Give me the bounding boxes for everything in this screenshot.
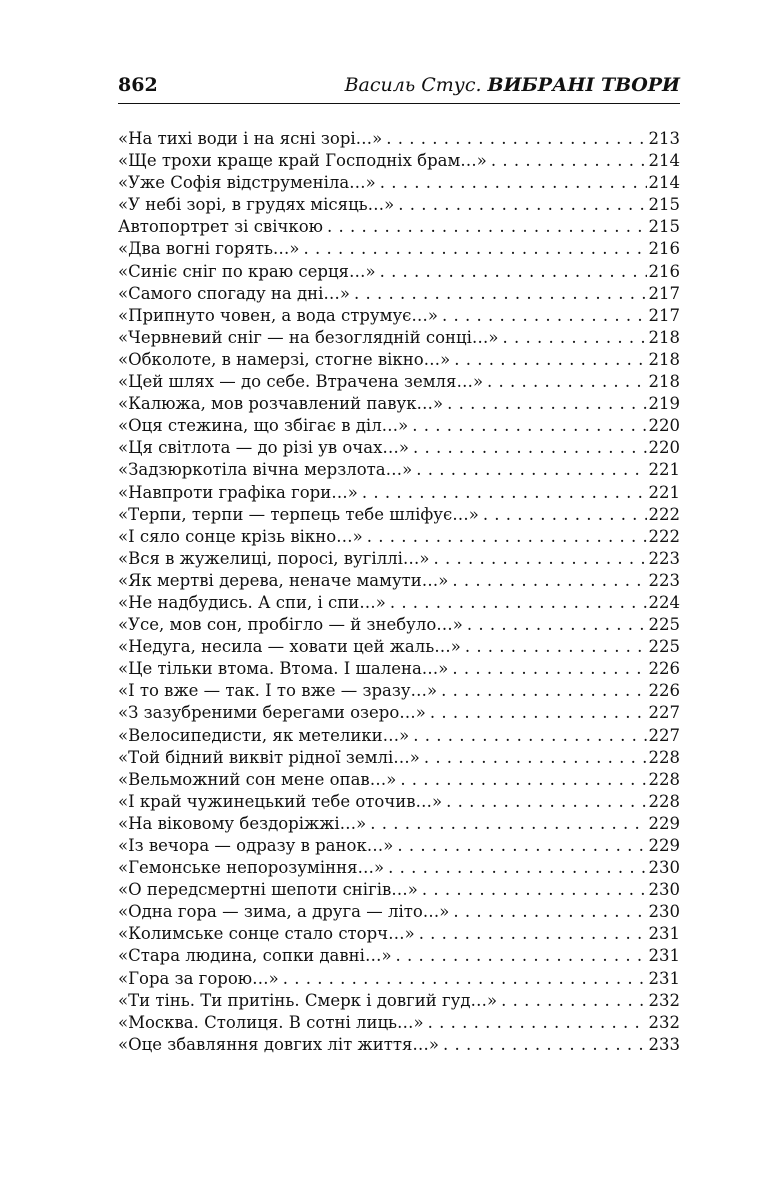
dot-leader (442, 305, 646, 327)
dot-leader (380, 172, 647, 194)
dot-leader (397, 835, 646, 857)
toc-entry-title: «І край чужинецький тебе оточив…» (118, 791, 443, 811)
toc-entry (118, 813, 680, 835)
toc-entry-title: «Уже Софія відструменіла…» (118, 173, 376, 193)
toc-entry (118, 128, 680, 150)
toc-entry-page-number: 231 (648, 924, 680, 944)
toc-entry (118, 570, 680, 592)
dot-leader (413, 437, 647, 459)
dot-leader (422, 879, 647, 901)
running-title (345, 74, 680, 96)
toc-entry-title: «Гемонське непорозуміння…» (118, 858, 385, 878)
toc-entry (118, 857, 680, 879)
toc-entry (118, 194, 680, 216)
toc-entry-page-number: 219 (648, 394, 680, 414)
toc-entry-title: «Той бідний виквіт рідної землі…» (118, 747, 420, 767)
toc-entry-page-number: 232 (648, 990, 680, 1010)
toc-entry-page-number: 218 (648, 349, 680, 369)
dot-leader (487, 371, 646, 393)
toc-entry (118, 415, 680, 437)
toc-entry-title: «Вся в жужелиці, поросі, вугіллі…» (118, 548, 430, 568)
toc-entry (118, 725, 680, 747)
toc-entry (118, 459, 680, 481)
toc-entry-page-number: 224 (648, 592, 680, 612)
toc-entry-page-number: 225 (648, 615, 680, 635)
dot-leader (424, 747, 647, 769)
toc-entry-page-number: 227 (648, 703, 680, 723)
toc-entry-page-number: 216 (648, 261, 680, 281)
toc-entry-title: «Синіє сніг по краю серця…» (118, 261, 376, 281)
running-title-author: Василь Стус. (344, 74, 482, 96)
toc-entry-page-number: 231 (648, 968, 680, 988)
dot-leader (465, 636, 647, 658)
toc-entry-page-number: 213 (648, 129, 680, 148)
dot-leader (304, 238, 647, 260)
toc-entry-page-number: 214 (648, 173, 680, 193)
dot-leader (454, 349, 646, 371)
toc-entry-page-number: 215 (648, 195, 680, 215)
page-number: 862 (118, 74, 158, 96)
toc-entry-page-number: 214 (648, 151, 680, 171)
toc-entry-page-number: 220 (648, 416, 680, 436)
table-of-contents (118, 128, 680, 1056)
toc-entry-title: «О передсмертні шепоти снігів…» (118, 880, 418, 900)
toc-entry-page-number: 232 (648, 1012, 680, 1032)
toc-entry-page-number: 230 (648, 858, 680, 878)
toc-entry (118, 835, 680, 857)
toc-entry-page-number: 218 (648, 372, 680, 392)
dot-leader (327, 216, 646, 238)
toc-entry (118, 482, 680, 504)
toc-entry (118, 371, 680, 393)
toc-entry-title: «Ще трохи краще край Господніх брам…» (118, 151, 487, 171)
toc-entry-title: «Задзюркотіла вічна мерзлота…» (118, 460, 413, 480)
toc-entry-title: «Вельможний сон мене опав…» (118, 769, 397, 789)
toc-entry-page-number: 222 (648, 526, 680, 546)
toc-entry-title: «Оце збавляння довгих літ життя…» (118, 1034, 439, 1054)
toc-entry-page-number: 226 (648, 659, 680, 679)
dot-leader (354, 283, 646, 305)
toc-entry-page-number: 233 (648, 1034, 680, 1054)
toc-entry-title: Автопортрет зі свічкою (118, 217, 324, 237)
dot-leader (452, 658, 646, 680)
toc-entry-page-number: 230 (648, 902, 680, 922)
toc-entry (118, 680, 680, 702)
toc-entry (118, 592, 680, 614)
toc-entry-title: «Припнуто човен, а вода струмує…» (118, 305, 439, 325)
dot-leader (390, 592, 647, 614)
dot-leader (501, 990, 646, 1012)
toc-entry-page-number: 230 (648, 880, 680, 900)
toc-entry-title: «Ця світлота — до різі ув очах…» (118, 438, 409, 458)
dot-leader (434, 548, 647, 570)
toc-entry-title: «Не надбудись. А спи, і спи…» (118, 592, 386, 612)
dot-leader (413, 725, 646, 747)
toc-entry (118, 1012, 680, 1034)
dot-leader (362, 482, 647, 504)
toc-entry-title: «Обколоте, в намерзі, стогне вікно…» (118, 349, 451, 369)
toc-entry-page-number: 217 (648, 305, 680, 325)
toc-entry (118, 261, 680, 283)
toc-entry (118, 393, 680, 415)
toc-entry-page-number: 228 (648, 747, 680, 767)
toc-entry-page-number: 217 (648, 283, 680, 303)
toc-entry (118, 901, 680, 923)
toc-entry-page-number: 216 (648, 239, 680, 259)
toc-entry (118, 216, 680, 238)
dot-leader (430, 702, 647, 724)
toc-entry-title: «Це тільки втома. Втома. І шалена…» (118, 659, 449, 679)
toc-entry-title: «Колимське сонце стало сторч…» (118, 924, 415, 944)
dot-leader (502, 327, 646, 349)
toc-entry-title: «Одна гора — зима, а друга — літо…» (118, 902, 450, 922)
dot-leader (419, 923, 647, 945)
toc-entry (118, 636, 680, 658)
toc-entry-page-number: 228 (648, 769, 680, 789)
toc-entry-title: «На віковому бездоріжжі…» (118, 813, 367, 833)
running-title-work: ВИБРАНІ ТВОРИ (487, 74, 680, 96)
toc-entry-title: «Як мертві дерева, неначе мамути…» (118, 570, 449, 590)
dot-leader (396, 945, 647, 967)
dot-leader (380, 261, 647, 283)
toc-entry-title: «Самого спогаду на дні…» (118, 283, 351, 303)
toc-entry-title: «Гора за горою…» (118, 968, 279, 988)
dot-leader (446, 791, 646, 813)
toc-entry-title: «І сяло сонце крізь вікно…» (118, 526, 363, 546)
toc-entry-title: «Терпи, терпи — терпець тебе шліфує…» (118, 504, 479, 524)
dot-leader (283, 968, 647, 990)
dot-leader (491, 150, 647, 172)
toc-entry (118, 172, 680, 194)
toc-entry-page-number: 229 (648, 813, 680, 833)
dot-leader (453, 901, 646, 923)
dot-leader (416, 459, 646, 481)
toc-entry-title: «Червневий сніг — на безоглядній сонці…» (118, 327, 499, 347)
dot-leader (388, 857, 646, 879)
toc-entry-title: «Недуга, несила — ховати цей жаль…» (118, 637, 461, 657)
dot-leader (367, 526, 647, 548)
toc-entry (118, 769, 680, 791)
toc-entry-page-number: 215 (648, 217, 680, 237)
toc-entry (118, 990, 680, 1012)
toc-entry-page-number: 226 (648, 681, 680, 701)
toc-entry (118, 305, 680, 327)
toc-entry (118, 437, 680, 459)
toc-entry (118, 968, 680, 990)
toc-entry (118, 349, 680, 371)
toc-entry-page-number: 221 (648, 460, 680, 480)
toc-entry-title: «Ти тінь. Ти притінь. Смерк і довгий гуд…» (118, 990, 498, 1010)
dot-leader (452, 570, 646, 592)
dot-leader (370, 813, 646, 835)
toc-entry-page-number: 218 (648, 327, 680, 347)
toc-entry-title: «І то вже — так. І то вже — зразу…» (118, 681, 438, 701)
toc-entry (118, 658, 680, 680)
toc-entry (118, 504, 680, 526)
toc-entry (118, 747, 680, 769)
toc-entry-title: «Калюжа, мов розчавлений павук…» (118, 394, 444, 414)
toc-entry (118, 150, 680, 172)
toc-entry-title: «Стара людина, сопки давні…» (118, 946, 392, 966)
dot-leader (400, 769, 646, 791)
toc-entry-title: «Оця стежина, що збігає в діл…» (118, 416, 409, 436)
toc-entry-title: «На тихі води і на ясні зорі…» (118, 129, 383, 148)
dot-leader (467, 614, 647, 636)
toc-entry-title: «Цей шлях — до себе. Втрачена земля…» (118, 372, 484, 392)
toc-entry (118, 1034, 680, 1056)
toc-entry (118, 526, 680, 548)
toc-entry-title: «Усе, мов сон, пробігло — й знебуло…» (118, 615, 463, 635)
toc-entry (118, 791, 680, 813)
dot-leader (428, 1012, 647, 1034)
toc-entry-page-number: 229 (648, 836, 680, 855)
toc-entry-page-number: 227 (648, 725, 680, 745)
dot-leader (412, 415, 646, 437)
toc-entry-title: «Москва. Столиця. В сотні лиць…» (118, 1012, 424, 1032)
dot-leader (483, 504, 647, 526)
toc-entry (118, 327, 680, 349)
toc-entry-title: «У небі зорі, в грудях місяць…» (118, 195, 395, 215)
toc-entry (118, 614, 680, 636)
toc-entry-page-number: 225 (648, 637, 680, 657)
dot-leader (398, 194, 646, 216)
dot-leader (447, 393, 646, 415)
dot-leader (441, 680, 646, 702)
toc-entry (118, 923, 680, 945)
toc-entry-title: «Два вогні горять…» (118, 239, 300, 259)
toc-entry-title: «З зазубреними берегами озеро…» (118, 703, 426, 723)
toc-entry-title: «Навпроти графіка гори…» (118, 482, 358, 502)
dot-leader (443, 1034, 647, 1056)
toc-entry-page-number: 231 (648, 946, 680, 966)
toc-entry-page-number: 221 (648, 482, 680, 502)
toc-entry-title: «Велосипедисти, як метелики…» (118, 725, 410, 745)
toc-entry (118, 283, 680, 305)
toc-entry-title: «Із вечора — одразу в ранок…» (118, 836, 394, 855)
toc-entry-page-number: 220 (648, 438, 680, 458)
dot-leader (386, 128, 646, 150)
toc-entry (118, 879, 680, 901)
toc-entry-page-number: 228 (648, 791, 680, 811)
toc-entry-page-number: 223 (648, 570, 680, 590)
toc-entry (118, 238, 680, 260)
toc-entry-page-number: 223 (648, 548, 680, 568)
toc-entry (118, 702, 680, 724)
toc-entry-page-number: 222 (648, 504, 680, 524)
toc-entry (118, 945, 680, 967)
toc-entry (118, 548, 680, 570)
page-header (118, 70, 680, 104)
